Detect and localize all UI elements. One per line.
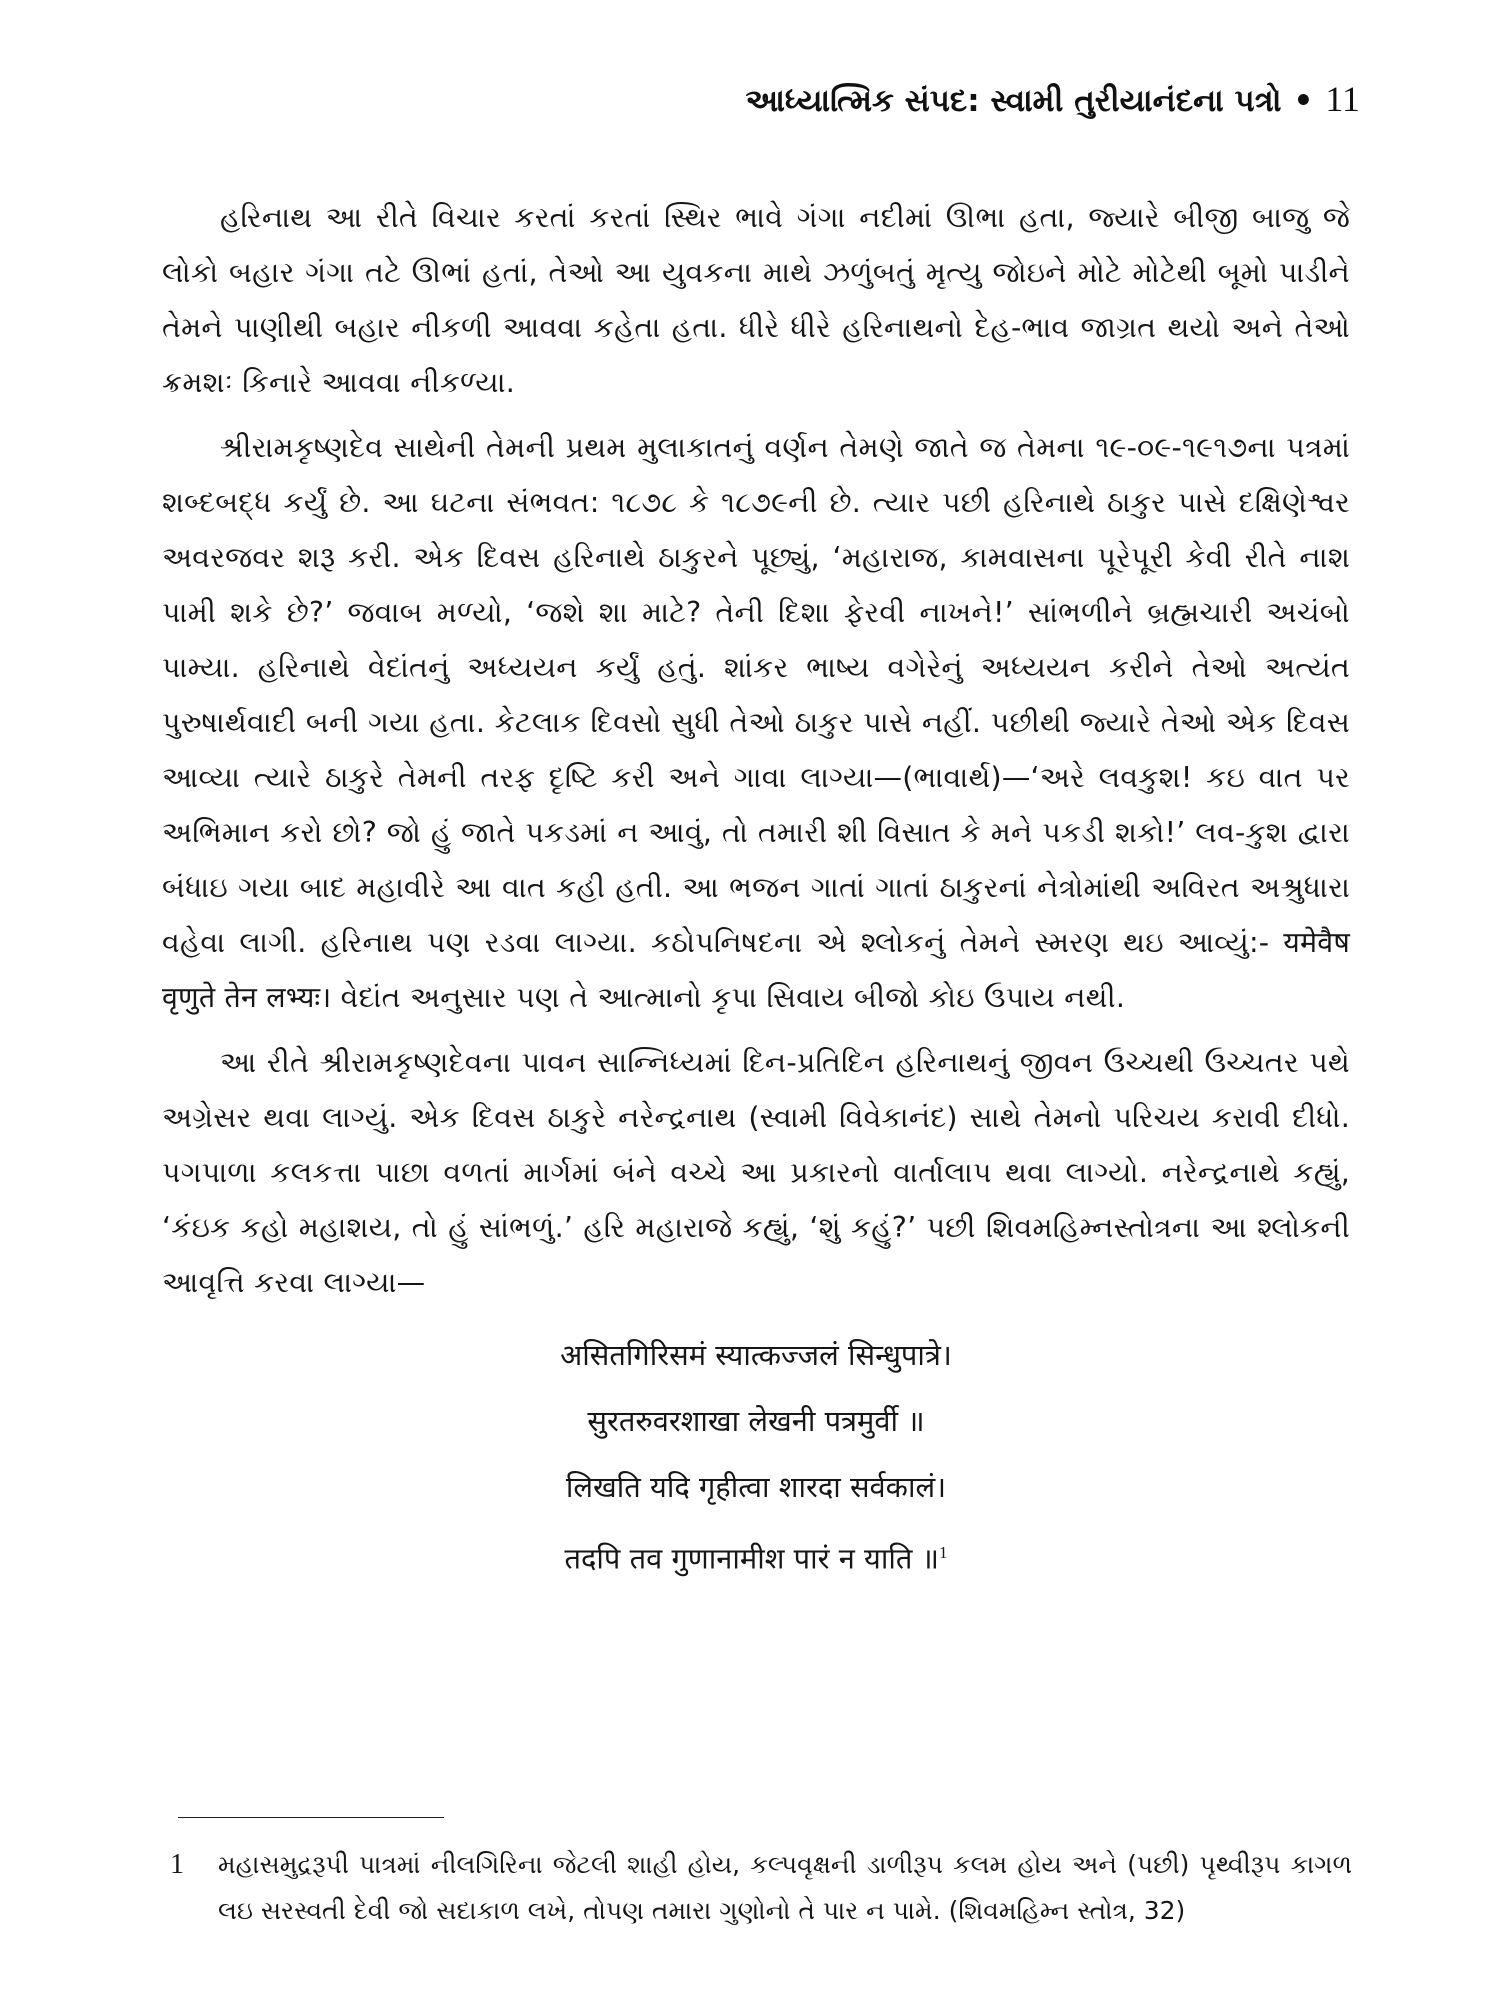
verse-line-2: सुरतरुवरशाखा लेखनी पत्रमुर्वी ॥ [587,1404,925,1438]
footnote-number: 1 [170,1849,184,1880]
paragraph-1: હરિનાથ આ રીતે વિચાર કરતાં કરતાં સ્થિર ભાવે ગંગા નદીમાં ઊભા હતા, જ્યારે બીજી બાજુ જે લોકો બહાર ગંગા તટે ઊભાં હતાં, તેઓ આ યુવકના માથે ઝળુંબતું મૃત્યુ જોઇને મોટે મોટેથી બૂમો પાડીને તેમને પાણીથી બહાર નીકળી આવવા કહેતા હતા. ધીરે ધીરે હરિનાથનો દેહ-ભાવ જાગ્રત થયો અને તેઓ ક્રમશઃ કિનારે આવવા નીકળ્યા. [162,201,1350,399]
body-text [162,190,1350,1592]
paragraph-3: આ રીતે શ્રીરામકૃષ્ણદેવના પાવન સાન્નિધ્યમાં દિન-પ્રતિદિન હરિનાથનું જીવન ઉચ્ચથી ઉચ્ચતર પથે અગ્રેસર થવા લાગ્યું. એક દિવસ ઠાકુરે નરેન્દ્રનાથ (સ્વામી વિવેકાનંદ) સાથે તેમનો પરિચય કરાવી દીધો. પગપાળા કલકત્તા પાછા વળતાં માર્ગમાં બંને વચ્ચે આ પ્રકારનો વાર્તાલાપ થવા લાગ્યો. નરેન્દ્રનાથે કહ્યું, ‘કંઇક કહો મહાશય, તો હું સાંભળું.’ હરિ મહારાજે કહ્યું, ‘શું કહું?’ પછી શિવમહિમ્નસ્તોત્રના આ શ્લોકની આવૃત્તિ કરવા લાગ્યા— [162,1046,1350,1299]
verse-line-3: लिखति यदि गृहीत्वा शारदा सर्वकालं। [565,1470,947,1504]
footnote [170,1842,1352,1934]
verse-line-1: असितगिरिसमं स्यात्कज्जलं सिन्धुपात्रे। [560,1338,952,1372]
page-number: 11 [1325,79,1360,119]
paragraph-2: શ્રીરામકૃષ્ણદેવ સાથેની તેમની પ્રથમ મુલાકાતનું વર્ણન તેમણે જાતે જ તેમના ૧૯-૦૯-૧૯૧૭ના પત્રમાં શબ્દબદ્ધ કર્યું છે. આ ઘટના સંભવત: ૧૮૭૮ કે ૧૮૭૯ની છે. ત્યાર પછી હરિનાથે ઠાકુર પાસે દક્ષિણેશ્વર અવરજવર શરૂ કરી. એક દિવસ હરિનાથે ઠાકુરને પૂછ્યું, ‘મહારાજ, કામવાસના પૂરેપૂરી કેવી રીતે નાશ પામી શકે છે?’ જવાબ મળ્યો, ‘જશે શા માટે? તેની દિશા ફેરવી નાખને!’ સાંભળીને બ્રહ્મચારી અચંબો પામ્યા. હરિનાથે વેદાંતનું અધ્યયન કર્યું હતું. શાંકર ભાષ્ય વગેરેનું અધ્યયન કરીને તેઓ અત્યંત પુરુષાર્થવાદી બની ગયા હતા. કેટલાક દિવસો સુધી તેઓ ઠાકુર પાસે નહીં. પછીથી જ્યારે તેઓ એક દિવસ આવ્યા ત્યારે ઠાકુરે તેમની તરફ દૃષ્ટિ કરી અને ગાવા લાગ્યા—(ભાવાર્થ)—‘અરે લવકુશ! કઇ વાત પર અભિમાન કરો છો? જો હું જાતે પકડમાં ન આવું, તો તમારી શી વિસાત કે મને પકડી શકો!’ લવ-કુશ દ્વારા બંધાઇ ગયા બાદ મહાવીરે આ વાત કહી હતી. આ ભજન ગાતાં ગાતાં ઠાકુરનાં નેત્રોમાંથી અવિરત અશ્રુધારા વહેવા લાગી. હરિનાથ પણ રડવા લાગ્યા. કઠોપનિષદના એ શ્લોકનું તેમને સ્મરણ થઇ આવ્યું:- यमेवैष वृणुते तेन लभ्यः। વેદાંત અનુસાર પણ તે આત્માનો કૃપા સિવાય બીજો કોઇ ઉપાય નથી. [162,431,1350,1014]
footnote-divider [178,1817,444,1818]
header-separator: • [1293,83,1314,119]
running-header [745,78,1360,120]
verse-line-4: तदपि तव गुणानामीश पारं न याति ॥ [564,1541,940,1576]
verse-line-4-wrapper [162,1520,1350,1592]
sanskrit-verse [162,1322,1350,1592]
footnote-reference: 1 [939,1543,948,1562]
header-title: આધ્યાત્મિક સંપદ: સ્વામી તુરીયાનંદના પત્રો [745,83,1282,119]
footnote-text: મહાસમુદ્રરૂપી પાત્રમાં નીલગિરિના જેટલી શાહી હોય, કલ્પવૃક્ષની ડાળીરૂપ કલમ હોય અને (પછી) પૃથ્વીરૂપ કાગળ લઇ સરસ્વતી દેવી જો સદાકાળ લખે, તોપણ તમારા ગુણોનો તે પાર ન પામે. (શિવમહિમ્ન સ્તોત્ર, 32) [218,1850,1352,1925]
